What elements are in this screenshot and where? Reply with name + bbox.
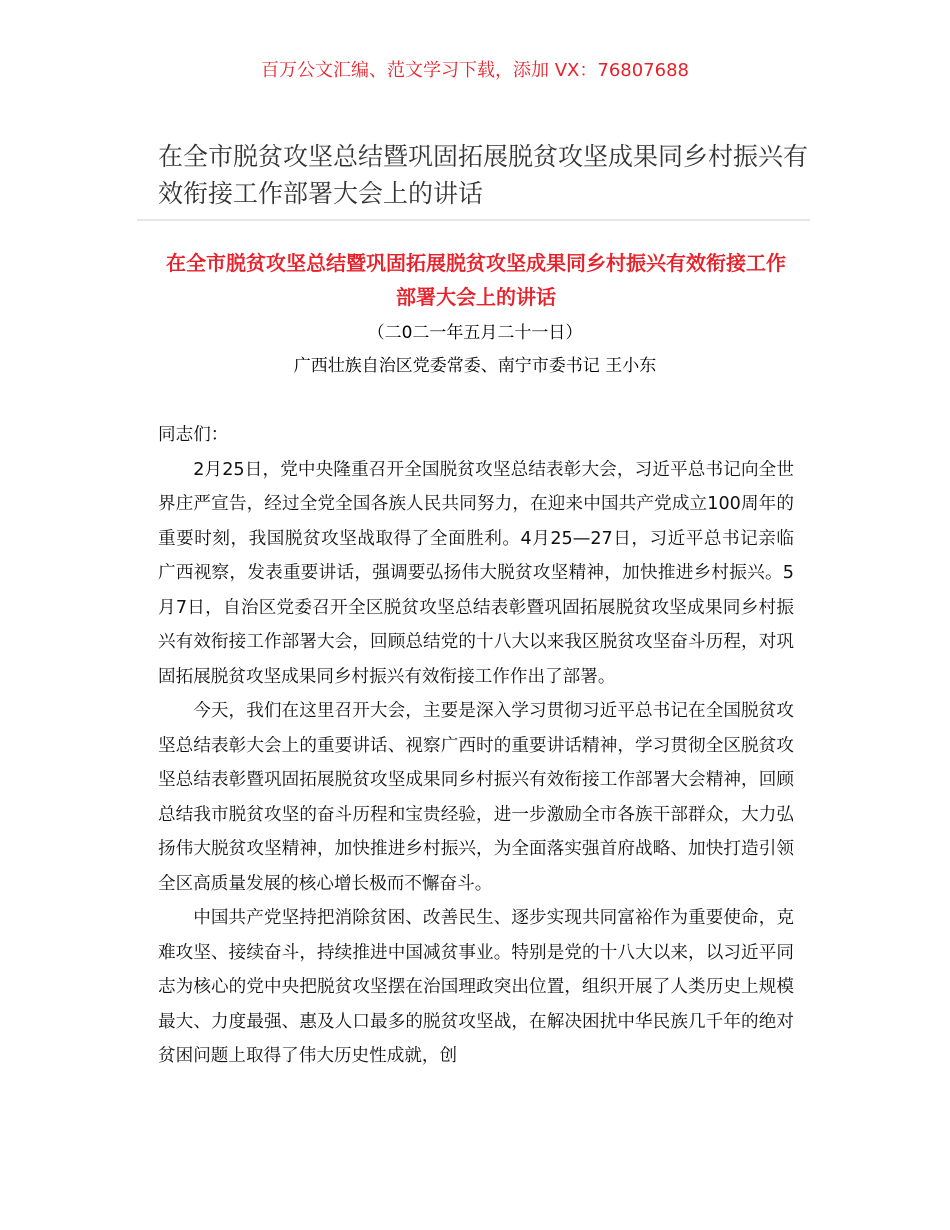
promo-banner: 百万公文汇编、范文学习下载，添加 VX：76807688: [261, 60, 689, 81]
speaker-line: 广西壮族自治区党委常委、南宁市委书记 王小东: [293, 356, 657, 376]
document-title: 在全市脱贫攻坚总结暨巩固拓展脱贫攻坚成果同乡村振兴有效衔接工作部署大会上的讲话: [158, 142, 809, 208]
title-divider: [137, 219, 810, 221]
speech-date: （二0二一年五月二十一日）: [367, 323, 583, 343]
paragraph: 2月25日，党中央隆重召开全国脱贫攻坚总结表彰大会，习近平总书记向全世界庄严宣告，经过全党全国各族人民共同努力，在迎来中国共产党成立100周年的重要时刻，我国脱贫攻坚战取得了全面胜利。4月25—27日，习近平总书记亲临广西视察，发表重要讲话，强调要弘扬伟大脱贫攻坚精神，加快推进乡村振兴。5月7日，自治区党委召开全区脱贫攻坚总结表彰暨巩固拓展脱贫攻坚成果同乡村振兴有效衔接工作部署大会，回顾总结党的十八大以来我区脱贫攻坚奋斗历程，对巩固拓展脱贫攻坚成果同乡村振兴有效衔接工作作出了部署。: [158, 459, 794, 687]
salutation: 同志们：: [158, 425, 229, 445]
speech-title: 在全市脱贫攻坚总结暨巩固拓展脱贫攻坚成果同乡村振兴有效衔接工作部署大会上的讲话: [166, 251, 786, 309]
paragraph: 今天，我们在这里召开大会，主要是深入学习贯彻习近平总书记在全国脱贫攻坚总结表彰大会上的重要讲话、视察广西时的重要讲话精神，学习贯彻全区脱贫攻坚总结表彰暨巩固拓展脱贫攻坚成果同乡村振兴有效衔接工作部署大会精神，回顾总结我市脱贫攻坚的奋斗历程和宝贵经验，进一步激励全市各族干部群众，大力弘扬伟大脱贫攻坚精神，加快推进乡村振兴，为全面落实强首府战略、加快打造引领全区高质量发展的核心增长极而不懈奋斗。: [158, 701, 794, 894]
speech-body: [158, 418, 794, 1074]
paragraph: 中国共产党坚持把消除贫困、改善民生、逐步实现共同富裕作为重要使命，克难攻坚、接续奋斗，持续推进中国减贫事业。特别是党的十八大以来，以习近平同志为核心的党中央把脱贫攻坚摆在治国理政突出位置，组织开展了人类历史上规模最大、力度最强、惠及人口最多的脱贫攻坚战，在解决困扰中华民族几千年的绝对贫困问题上取得了伟大历史性成就，创: [158, 908, 794, 1066]
